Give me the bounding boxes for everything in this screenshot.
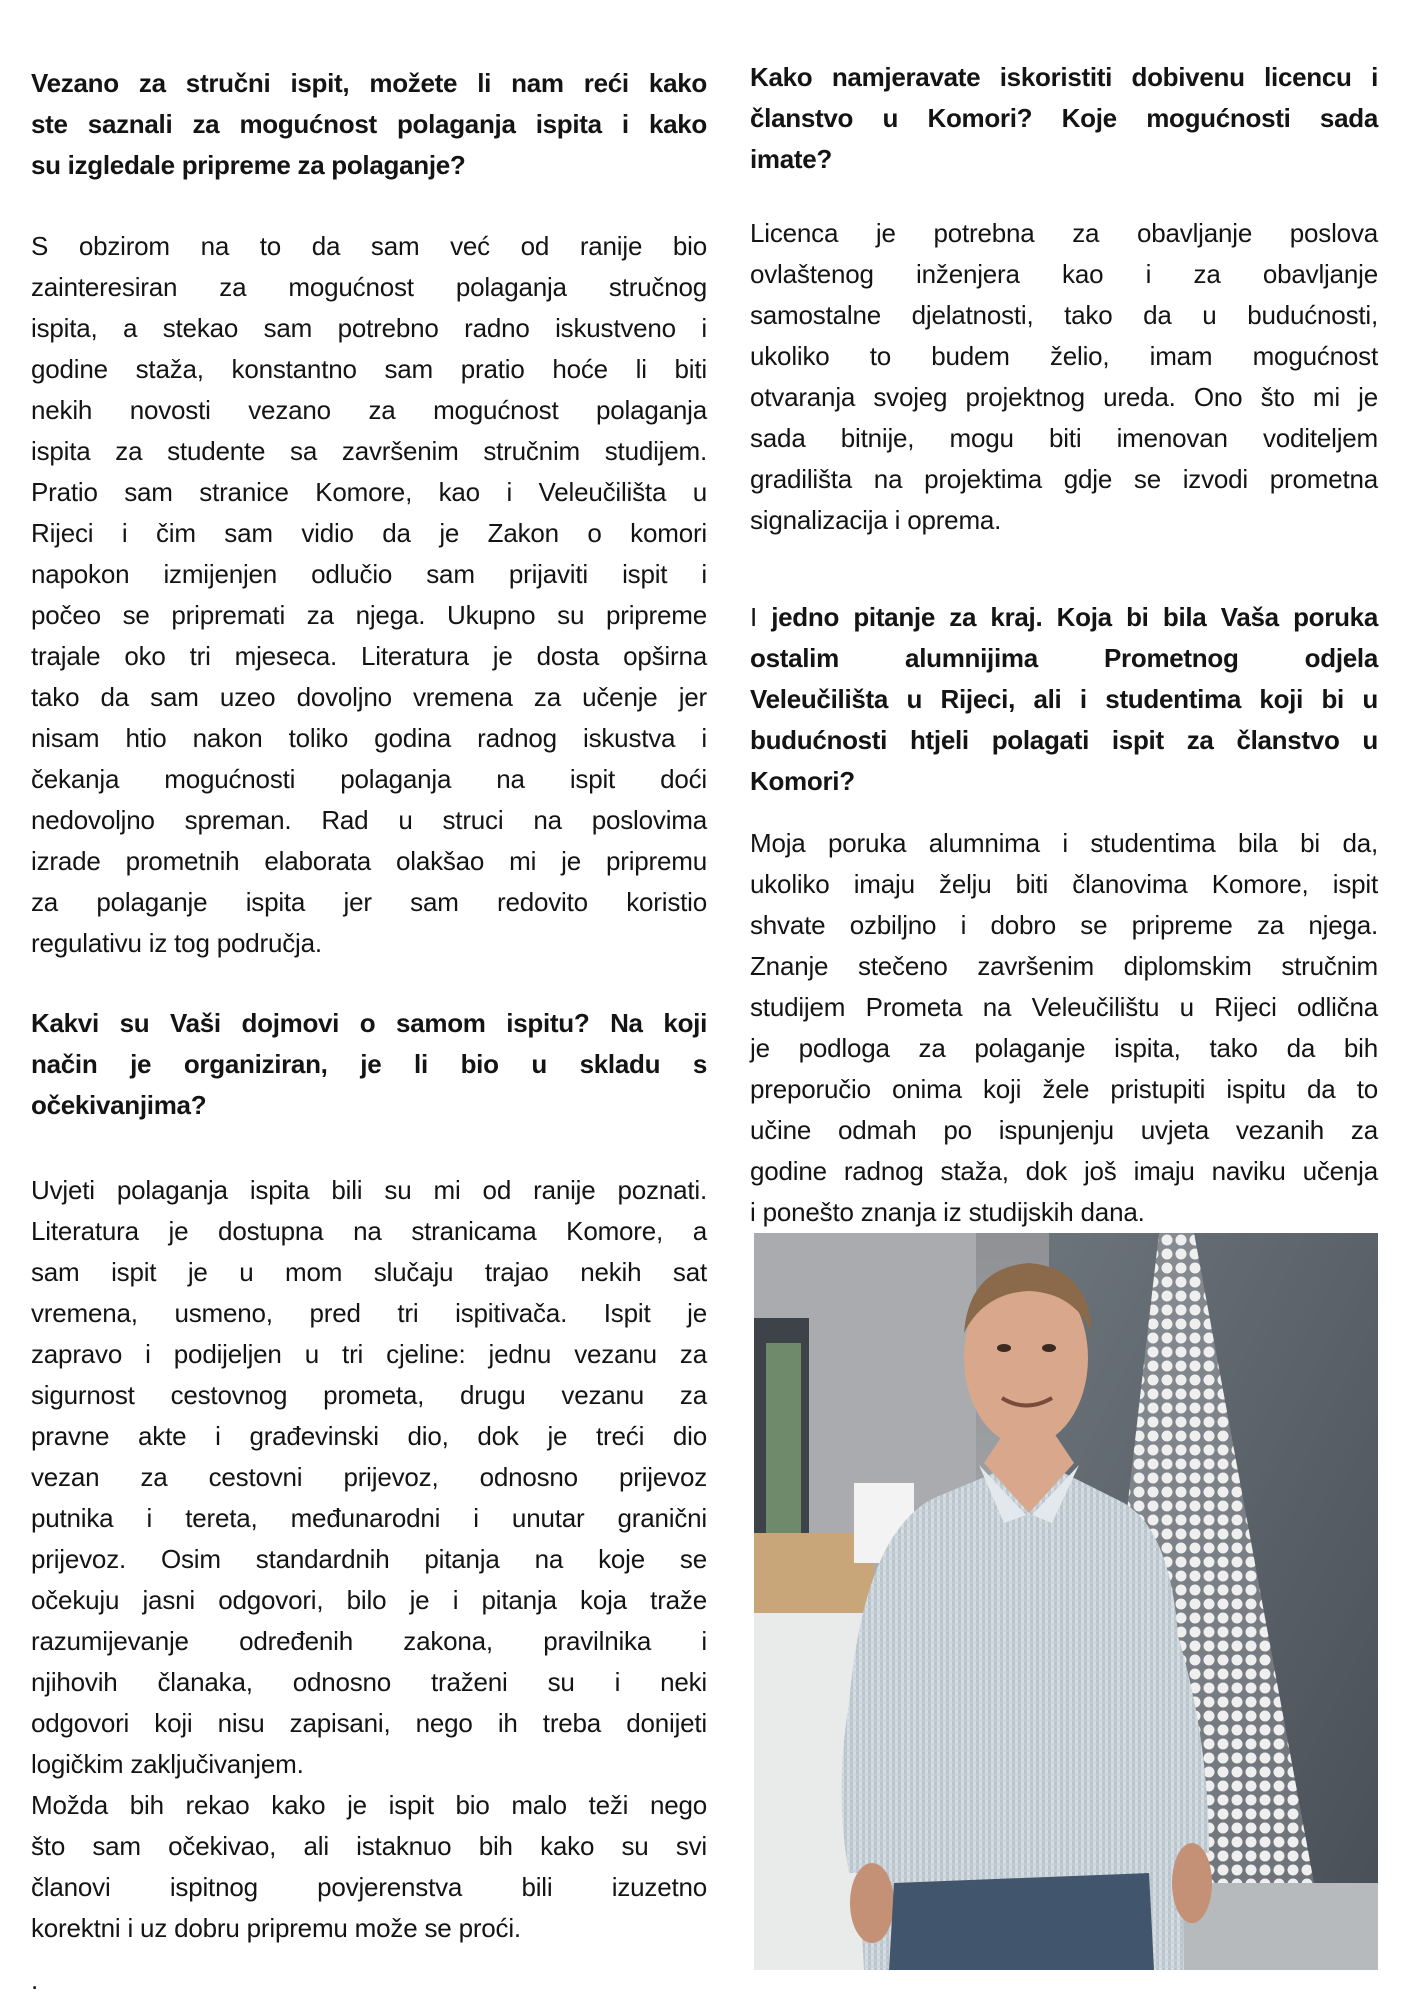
a3-line: ovlaštenog inženjera kao i za obavljanje (750, 259, 1378, 289)
a2-line: korektni i uz dobru pripremu može se proći. (31, 1913, 521, 1943)
q1-line: su izgledale pripreme za polaganje? (31, 150, 466, 180)
a3-line: signalizacija i oprema. (750, 505, 1002, 535)
portrait-illustration (754, 1233, 1378, 1970)
a1-line: napokon izmijenjen odlučio sam prijaviti ispit i (31, 559, 707, 589)
a3-line: Licenca je potrebna za obavljanje poslova (750, 218, 1378, 248)
a3-line: sada bitnije, mogu biti imenovan voditeljem (750, 423, 1378, 453)
a1-line: za polaganje ispita jer sam redovito koristio (31, 887, 707, 917)
a4-line: godine radnog staža, dok još imaju naviku učenja (750, 1156, 1378, 1186)
a2-line: vremena, usmeno, pred tri ispitivača. Ispit je (31, 1298, 707, 1328)
a2-line: pravne akte i građevinski dio, dok je treći dio (31, 1421, 707, 1451)
a3-line: otvaranja svojeg projektnog ureda. Ono što mi je (750, 382, 1378, 412)
q4-line-text: jedno pitanje za kraj. Koja bi bila Vaša poruka (771, 602, 1378, 632)
a1-line: ispita za studente sa završenim stručnim studijem. (31, 436, 707, 466)
question-3-heading (750, 57, 1378, 180)
a2-line: očekuju jasni odgovori, bilo je i pitanja koja traže (31, 1585, 707, 1615)
q1-line: Vezano za stručni ispit, možete li nam reći kako (31, 68, 707, 98)
a4-line: shvate ozbiljno i dobro se pripreme za njega. (750, 910, 1378, 940)
a1-line: trajale oko tri mjeseca. Literatura je dosta opširna (31, 641, 707, 671)
a1-line: čekanja mogućnosti polaganja na ispit doći (31, 764, 707, 794)
a1-line: nekih novosti vezano za mogućnost polaganja (31, 395, 707, 425)
a2-line: što sam očekivao, ali istaknuo bih kako su svi (31, 1831, 707, 1861)
a1-line: Rijeci i čim sam vidio da je Zakon o komori (31, 518, 707, 548)
q4-line: ostalim alumnijima Prometnog odjela (750, 643, 1378, 673)
q1-line: ste saznali za mogućnost polaganja ispita i kako (31, 109, 707, 139)
a2-line: vezan za cestovni prijevoz, odnosno prijevoz (31, 1462, 707, 1492)
a4-line: ukoliko imaju želju biti članovima Komore, ispit (750, 869, 1378, 899)
a2-line: odgovori koji nisu zapisani, nego ih treba donijeti (31, 1708, 707, 1738)
a1-line: ispita, a stekao sam potrebno radno iskustveno i (31, 313, 707, 343)
a2-line: članovi ispitnog povjerenstva bili izuzetno (31, 1872, 707, 1902)
a3-line: samostalne djelatnosti, tako da u budućnosti, (750, 300, 1378, 330)
answer-1-paragraph (31, 226, 707, 964)
a2-line: njihovih članaka, odnosno traženi su i neki (31, 1667, 707, 1697)
trailing-period-mark: . (31, 1965, 39, 1995)
a4-line: Znanje stečeno završenim diplomskim stručnim (750, 951, 1378, 981)
a2-line: prijevoz. Osim standardnih pitanja na koje se (31, 1544, 707, 1574)
answer-3-paragraph (750, 213, 1378, 541)
a3-line: ukoliko to budem želio, imam mogućnost (750, 341, 1378, 371)
a2-line: Literatura je dostupna na stranicama Komore, a (31, 1216, 707, 1246)
a4-line: učine odmah po ispunjenju uvjeta vezanih za (750, 1115, 1378, 1145)
a4-line: Moja poruka alumnima i studentima bila bi da, (750, 828, 1378, 858)
a1-line: regulativu iz tog područja. (31, 928, 322, 958)
a1-line: godine staža, konstantno sam pratio hoće li biti (31, 354, 707, 384)
q2-line: način je organiziran, je li bio u skladu s (31, 1049, 707, 1079)
a4-line: je podloga za polaganje ispita, tako da bih (750, 1033, 1378, 1063)
a2-line: zapravo i podijeljen u tri cjeline: jednu vezanu za (31, 1339, 707, 1369)
a3-line: gradilišta na projektima gdje se izvodi prometna (750, 464, 1378, 494)
q4-line-first (750, 597, 1378, 638)
q3-line: članstvo u Komori? Koje mogućnosti sada (750, 103, 1378, 133)
a1-line: počeo se pripremati za njega. Ukupno su pripreme (31, 600, 707, 630)
q3-line: imate? (750, 144, 833, 174)
a4-line: preporučio onima koji žele pristupiti ispitu da to (750, 1074, 1378, 1104)
answer-4-paragraph (750, 823, 1378, 1233)
question-2-heading (31, 1003, 707, 1126)
a1-line: nisam htio nakon toliko godina radnog iskustva i (31, 723, 707, 753)
a2-line: Uvjeti polaganja ispita bili su mi od ranije poznati. (31, 1175, 707, 1205)
a2-line: Možda bih rekao kako je ispit bio malo teži nego (31, 1790, 707, 1820)
q4-lead-letter: I (750, 602, 757, 632)
a4-line: i ponešto znanja iz studijskih dana. (750, 1197, 1145, 1227)
q4-line: Veleučilišta u Rijeci, ali i studentima koji bi u (750, 684, 1378, 714)
question-4-heading (750, 597, 1378, 802)
q4-line: budućnosti htjeli polagati ispit za članstvo u (750, 725, 1378, 755)
a1-line: S obzirom na to da sam već od ranije bio (31, 231, 707, 261)
a2-line: razumijevanje određenih zakona, pravilnika i (31, 1626, 707, 1656)
q2-line: Kakvi su Vaši dojmovi o samom ispitu? Na koji (31, 1008, 707, 1038)
q4-line: Komori? (750, 766, 855, 796)
a1-line: izrade prometnih elaborata olakšao mi je pripremu (31, 846, 707, 876)
a2-line: sam ispit je u mom slučaju trajao nekih sat (31, 1257, 707, 1287)
interviewee-photo (754, 1233, 1378, 1970)
a1-line: zainteresiran za mogućnost polaganja stručnog (31, 272, 707, 302)
question-1-heading (31, 63, 707, 186)
a1-line: tako da sam uzeo dovoljno vremena za učenje jer (31, 682, 707, 712)
q2-line: očekivanjima? (31, 1090, 207, 1120)
answer-2-paragraph (31, 1170, 707, 1949)
a2-line: sigurnost cestovnog prometa, drugu vezanu za (31, 1380, 707, 1410)
a1-line: nedovoljno spreman. Rad u struci na poslovima (31, 805, 707, 835)
a1-line: Pratio sam stranice Komore, kao i Veleučilišta u (31, 477, 707, 507)
a2-line: putnika i tereta, međunarodni i unutar granični (31, 1503, 707, 1533)
a2-line: logičkim zaključivanjem. (31, 1749, 304, 1779)
q3-line: Kako namjeravate iskoristiti dobivenu licencu i (750, 62, 1378, 92)
a4-line: studijem Prometa na Veleučilištu u Rijeci odlična (750, 992, 1378, 1022)
